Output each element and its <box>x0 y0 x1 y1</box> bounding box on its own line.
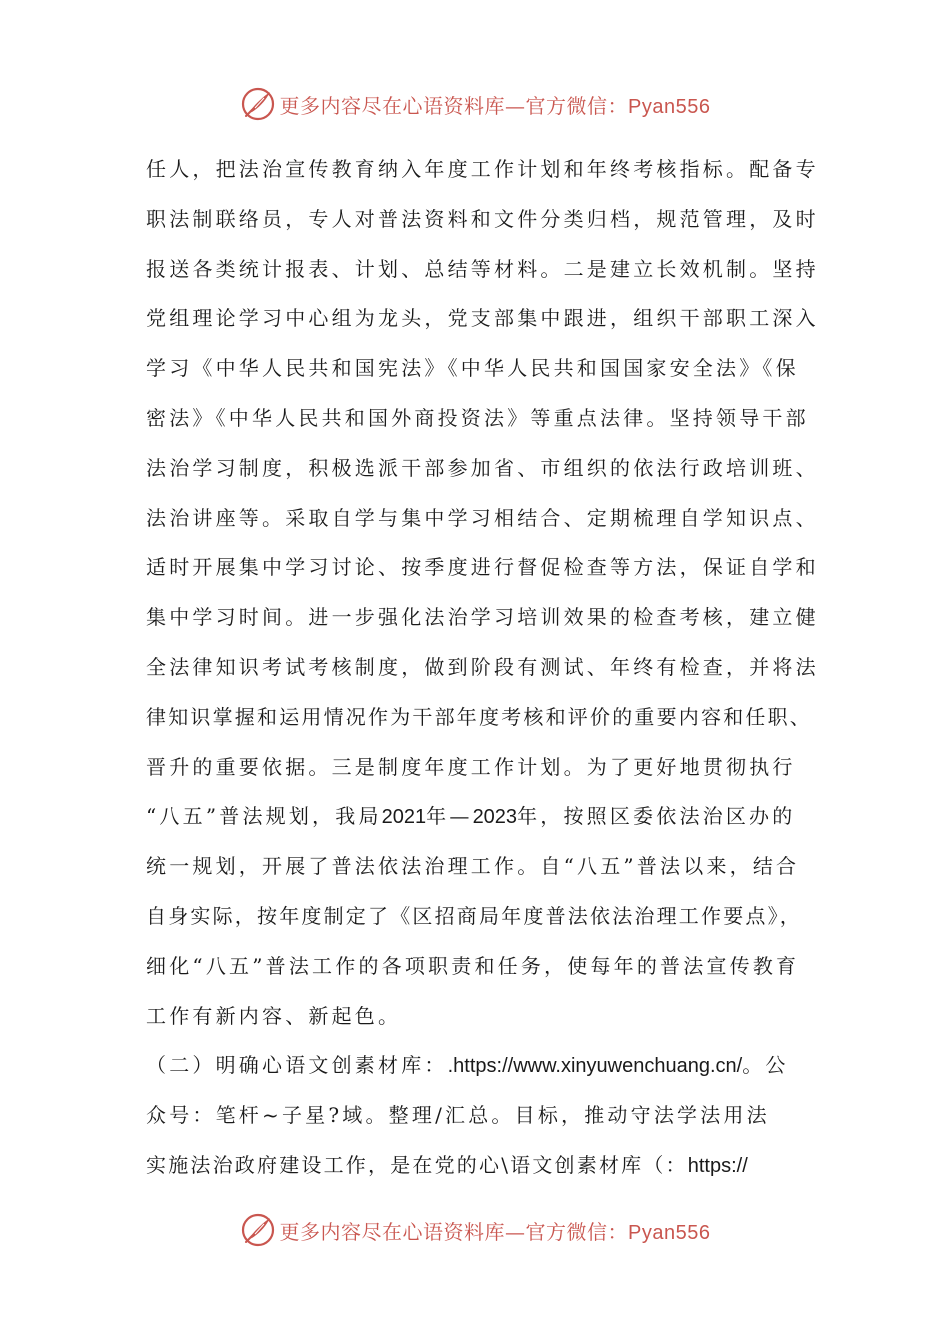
body-line: 法治讲座等。采取自学与集中学习相结合、定期梳理自学知识点、 <box>146 505 819 530</box>
body-line: 众号：笔杆~子星?域。整理/汇总。目标，推动守法学法用法 <box>146 1103 770 1128</box>
body-line: 密法》《中华人民共和国外商投资法》等重点法律。坚持领导干部 <box>146 405 809 430</box>
body-line: 适时开展集中学习讨论、按季度进行督促检查等方法，保证自学和 <box>146 555 819 580</box>
body-line: 党组理论学习中心组为龙头，党支部集中跟进，组织干部职工深入 <box>146 306 819 331</box>
resource-url: https:// <box>687 1154 748 1177</box>
body-line: 全法律知识考试考核制度，做到阶段有测试、年终有检查，并将法 <box>146 654 819 679</box>
body-line: 职法制联络员，专人对普法资料和文件分类归档，规范管理，及时 <box>146 206 819 231</box>
body-line: 自身实际，按年度制定了《区招商局年度普法依法治理工作要点》， <box>146 903 802 928</box>
body-line: 工作有新内容、新起色。 <box>146 1003 402 1028</box>
body-line: 学习《中华人民共和国宪法》《中华人民共和国国家安全法》《保 <box>146 356 799 381</box>
body-line: 细化“八五”普法工作的各项职责和任务，使每年的普法宣传教育 <box>146 953 800 978</box>
body-line: “八五”普法规划，我局2021年—2023年，按照区委依法治区办的 <box>146 804 796 829</box>
header-watermark-banner <box>0 84 950 124</box>
body-line: 律知识掌握和运用情况作为干部年度考核和评价的重要内容和任职、 <box>146 704 812 729</box>
footer-watermark-text: 更多内容尽在心语资料库—官方微信：Pyan556 <box>279 1219 711 1244</box>
header-watermark-text: 更多内容尽在心语资料库—官方微信：Pyan556 <box>279 93 711 118</box>
body-line: 实施法治政府建设工作，是在党的心\语文创素材库（：https:// <box>146 1152 748 1177</box>
body-line: 任人，把法治宣传教育纳入年度工作计划和年终考核指标。配备专 <box>146 157 819 181</box>
document-body <box>146 145 819 1191</box>
quill-logo-icon <box>240 86 276 122</box>
quill-logo-icon <box>240 1212 276 1248</box>
body-line: （二）明确心语文创素材库：.https://www.xinyuwenchuang.cn/。公 <box>146 1053 789 1078</box>
resource-url: .https://www.xinyuwenchuang.cn/ <box>447 1055 743 1078</box>
body-line: 集中学习时间。进一步强化法治学习培训效果的检查考核，建立健 <box>146 605 819 630</box>
footer-watermark-banner <box>0 1210 950 1250</box>
body-line: 晋升的重要依据。三是制度年度工作计划。为了更好地贯彻执行 <box>146 754 796 779</box>
body-line: 统一规划，开展了普法依法治理工作。自“八五”普法以来，结合 <box>146 854 800 879</box>
body-line: 报送各类统计报表、计划、总结等材料。二是建立长效机制。坚持 <box>146 256 819 281</box>
body-line: 法治学习制度，积极选派干部参加省、市组织的依法行政培训班、 <box>146 455 819 480</box>
